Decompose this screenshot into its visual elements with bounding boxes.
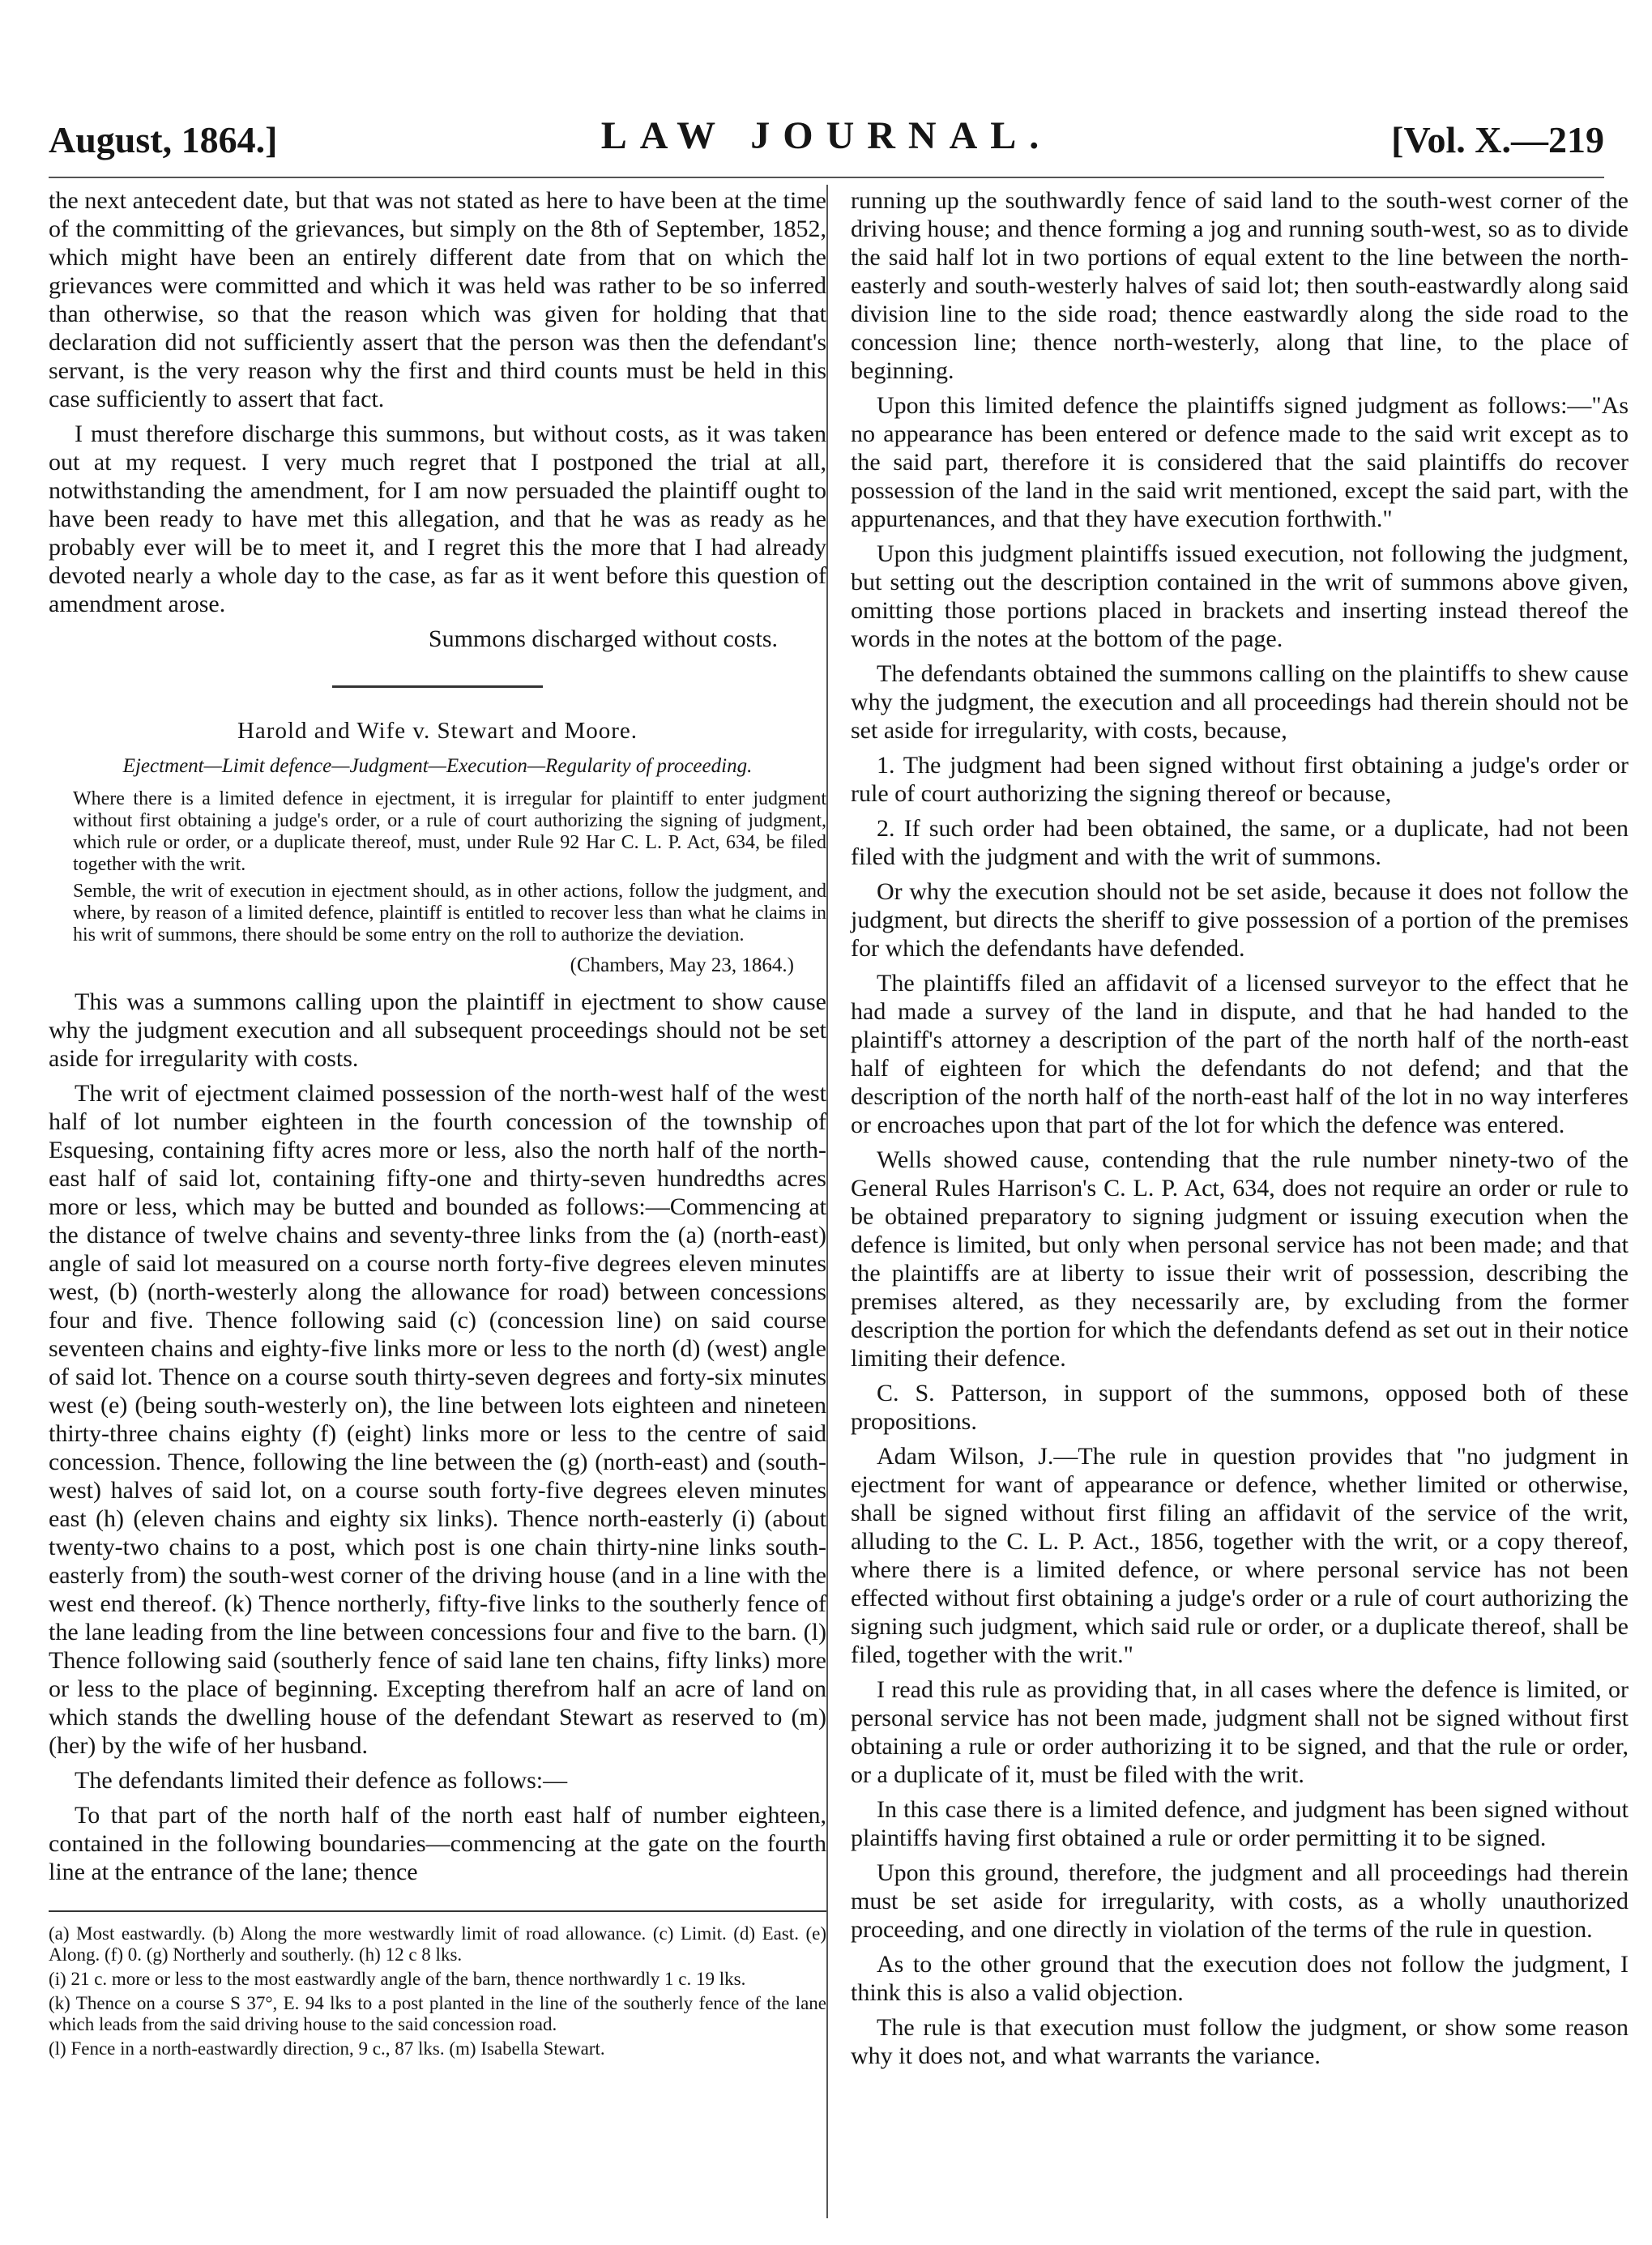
paragraph: To that part of the north half of the north east half of number eighteen, contained in the following boundaries—commencing at the gate on the fourth line at the entrance of the lane; thence [49, 1802, 826, 1885]
right-column [851, 186, 1629, 2076]
catchwords: Ejectment—Limit defence—Judgment—Execution—Regularity of proceeding. [122, 755, 753, 777]
section-divider [332, 685, 543, 688]
paragraph: running up the southwardly fence of said land to the south-west corner of the driving house; and thence forming a jog and running south-west, so as to divide the said half lot in two portions of equal extent to the line between the north-easterly and south-westerly halves of said lot; then south-eastwardly along said division line to the side road; thence eastwardly along the side road to the concession line; thence north-westerly, along that line, to the place of beginning. [851, 187, 1629, 384]
ruling-discharged: Summons discharged without costs. [428, 625, 778, 652]
paragraph: Wells showed cause, contending that the rule number ninety-two of the General Rules Harrison's C. L. P. Act, 634, does not require an order or rule to be obtained preparatory to signing judgment or issuing execution when the defence is limited, but only when personal service has not been made; and that the plaintiffs are at liberty to issue their writ of possession, describing the premises altered, as they necessarily are, by excluding from the former description the portion for which the defendants defend as set out in their notice limiting their defence. [851, 1146, 1629, 1372]
court-citation: (Chambers, May 23, 1864.) [570, 954, 794, 976]
page-header [49, 113, 1604, 178]
headnote: Semble, the writ of execution in ejectment should, as in other actions, follow the judgment, and where, by reason of a limited defence, plaintiff is entitled to recover less than what he claims in his writ of summons, there should be some entry on the roll to authorize the deviation. [73, 881, 826, 945]
journal-title: LAW JOURNAL. [600, 114, 1052, 157]
paragraph: Upon this ground, therefore, the judgment and all proceedings had therein must be set aside for irregularity, with costs, as a wholly unauthorized proceeding, and one directly in violation of the terms of the rule in question. [851, 1859, 1629, 1943]
paragraph: I must therefore discharge this summons, but without costs, as it was taken out at my request. I very much regret that I postponed the trial at all, notwithstanding the amendment, for I am now persuaded the plaintiff ought to have been ready to have met this allegation, and that he was as ready as he probably ever will be to meet it, and I regret this the more that I had already devoted nearly a whole day to the case, as far as it went before this question of amendment arose. [49, 420, 826, 617]
paragraph: In this case there is a limited defence, and judgment has been signed without plaintiffs having first obtained a rule or order permitting it to be signed. [851, 1796, 1629, 1851]
paragraph: 2. If such order had been obtained, the same, or a duplicate, had not been filed with the judgment and with the writ of summons. [851, 815, 1629, 870]
left-column [49, 186, 826, 2063]
paragraph: The writ of ejectment claimed possession of the north-west half of the west half of lot number eighteen in the fourth concession of the township of Esquesing, containing fifty acres more or less, also the north half of the north-east half of said lot, containing fifty-one and thirty-seven hundredths acres more or less, which may be butted and bounded as follows:—Commencing at the distance of twelve chains and seventy-three links from the (a) (north-east) angle of said lot measured on a course north forty-five degrees eleven minutes west, (b) (north-westerly along the allowance for road) between concessions four and five. Thence following said (c) (concession line) on said course seventeen chains and eighty-five links more or less to the north (d) (west) angle of said lot. Thence on a course south thirty-seven degrees and forty-six minutes west (e) (being south-westerly on), the line between lots eighteen and nineteen thirty-three chains eighty (f) (eight) links more or less to the centre of said concession. Thence, following the line between the (g) (north-east) and (south-west) halves of said lot, on a course south forty-five degrees eleven minutes east (h) (eleven chains and eighty six links). Thence north-easterly (i) (about twenty-two chains to a post, which post is one chain thirty-nine links south-easterly from) the south-west corner of the driving house (and in a line with the west end thereof. (k) Thence northerly, fifty-five links to the southerly fence of the lane leading from the line between concessions four and five to the barn. (l) Thence following said (southerly fence of said lane ten chains, fifty links) more or less to the place of beginning. Excepting therefrom half an acre of land on which stands the dwelling house of the defendant Stewart as reserved to (m) (her) by the wife of her husband. [49, 1080, 826, 1759]
header-date: August, 1864.] [49, 119, 278, 160]
paragraph: The defendants limited their defence as follows:— [75, 1767, 568, 1794]
column-divider [826, 185, 828, 2218]
footnote: (a) Most eastwardly. (b) Along the more westwardly limit of road allowance. (c) Limit. (d) East. (e) Along. (f) 0. (g) Northerly and southerly. (h) 12 c 8 lks. [49, 1923, 826, 1965]
paragraph: Upon this limited defence the plaintiffs signed judgment as follows:—"As no appearance has been entered or defence made to the said writ except as to the said part, therefore it is considered that the said plaintiffs do recover possession of the land in the said writ mentioned, except the said part, with the appurtenances, and that they have execution forthwith." [851, 392, 1629, 532]
paragraph: This was a summons calling upon the plaintiff in ejectment to show cause why the judgment execution and all subsequent proceedings should not be set aside for irregularity with costs. [49, 988, 826, 1072]
paragraph: I read this rule as providing that, in all cases where the defence is limited, or personal service has not been made, judgment shall not be signed without first obtaining a rule or order authorizing it to be signed, and that the rule or order, or a duplicate of it, must be filed with the writ. [851, 1676, 1629, 1788]
headnote: Where there is a limited defence in ejectment, it is irregular for plaintiff to enter judgment without first obtaining a judge's order, or a rule of court authorizing the signing of judgment, which rule or order, or a duplicate thereof, must, under Rule 92 Har C. L. P. Act, 634, be filed together with the writ. [73, 788, 826, 875]
footnote: (i) 21 c. more or less to the most eastwardly angle of the barn, thence northwardly 1 c. 19 lks. [49, 1969, 746, 1989]
case-title: Harold and Wife v. Stewart and Moore. [237, 718, 638, 744]
paragraph: the next antecedent date, but that was not stated as here to have been at the time of the committing of the grievances, but simply on the 8th of September, 1852, which might have been an entirely different date from that on which the grievances were committed and which it was held was rather to be so inferred than otherwise, so that the reason which was given for holding that that declaration did not sufficiently assert that the person was then the defendant's servant, is the very reason why the first and third counts must be held in this case sufficiently to assert that fact. [49, 187, 826, 412]
footnote-rule [49, 1910, 826, 1912]
paragraph: Adam Wilson, J.—The rule in question provides that "no judgment in ejectment for want of appearance or defence, whether limited or otherwise, shall be signed without first filing an affidavit of the service of the writ, alluding to the C. L. P. Act., 1856, together with the writ, or a copy thereof, where there is a limited defence, or where personal service has not been effected without first obtaining a judge's order or a rule of court authorizing the signing such judgment, which said rule or order, or a duplicate thereof, shall be filed, together with the writ." [851, 1443, 1629, 1668]
paragraph: 1. The judgment had been signed without first obtaining a judge's order or rule of court authorizing the signing thereof or because, [851, 752, 1629, 807]
paragraph: As to the other ground that the execution does not follow the judgment, I think this is also a valid objection. [851, 1951, 1629, 2006]
footnote: (k) Thence on a course S 37°, E. 94 lks to a post planted in the line of the southerly fence of the lane which leads from the said driving house to the said concession road. [49, 1993, 826, 2034]
paragraph: C. S. Patterson, in support of the summons, opposed both of these propositions. [851, 1380, 1629, 1435]
paragraph: Or why the execution should not be set aside, because it does not follow the judgment, but directs the sheriff to give possession of a portion of the premises for which the defendants have defended. [851, 878, 1629, 962]
header-rule [49, 177, 1604, 178]
paragraph: The defendants obtained the summons calling on the plaintiffs to shew cause why the judgment, the execution and all proceedings had therein should not be set aside for irregularity, with costs, because, [851, 660, 1629, 744]
paragraph: Upon this judgment plaintiffs issued execution, not following the judgment, but setting out the description contained in the writ of summons above given, omitting those portions placed in brackets and inserting instead thereof the words in the notes at the bottom of the page. [851, 540, 1629, 652]
paragraph: The rule is that execution must follow the judgment, or show some reason why it does not, and what warrants the variance. [851, 2014, 1629, 2069]
footnote: (l) Fence in a north-eastwardly direction, 9 c., 87 lks. (m) Isabella Stewart. [49, 2038, 605, 2059]
paragraph: The plaintiffs filed an affidavit of a licensed surveyor to the effect that he had made a survey of the land in dispute, and that he had handed to the plaintiff's attorney a description of the part of the north half of the north-east half of eighteen for which the defendants do not defend; and that the description of the north half of the north-east half of the lot in no way interferes or encroaches upon that part of the lot for which the defence was entered. [851, 970, 1629, 1138]
header-volume-page: [Vol. X.—219 [1391, 119, 1604, 160]
